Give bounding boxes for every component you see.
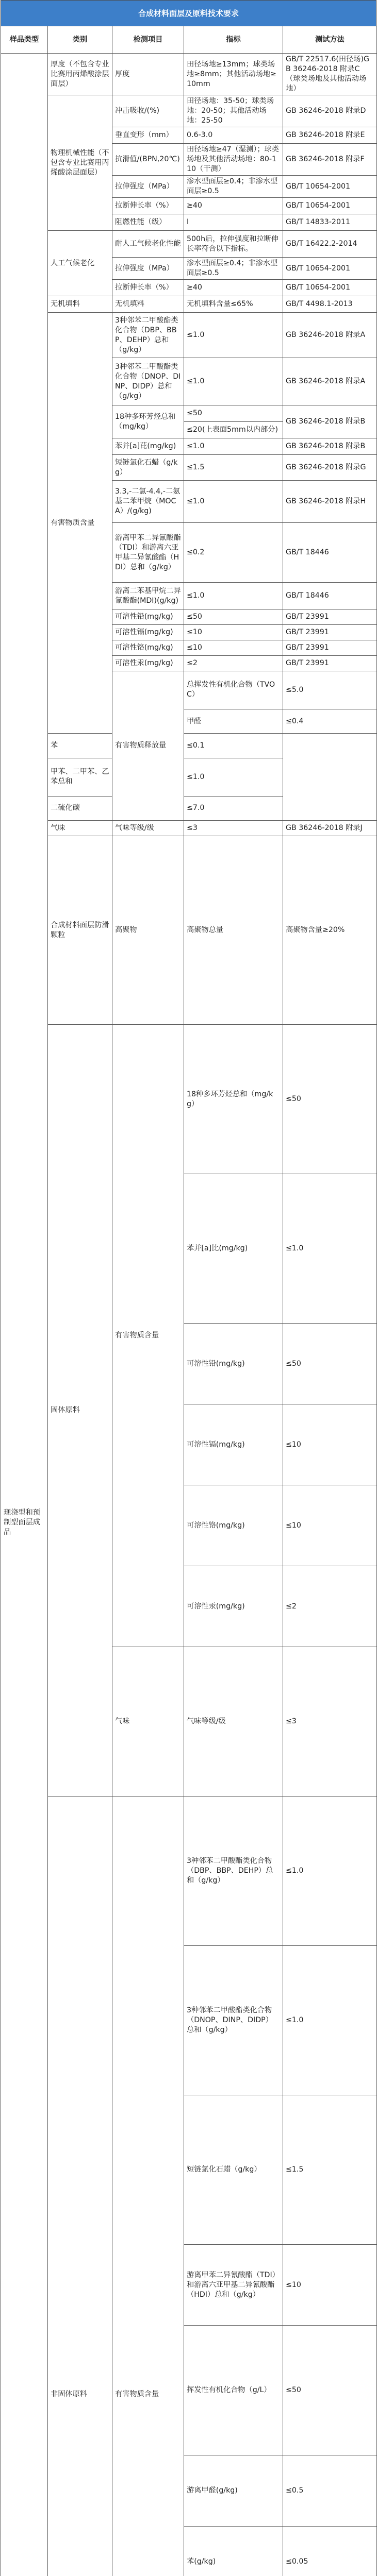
table-cell: 田径场地≥13mm；球类场地≥8mm；其他活动场地≥10mm	[184, 54, 283, 95]
table-cell: GB/T 23991	[283, 625, 377, 640]
table-cell: 有害物质含量	[112, 1025, 184, 1647]
table-cell: 阻燃性能（级）	[112, 214, 184, 231]
table-cell: ≤1.0	[184, 438, 283, 455]
header-indicator: 指标	[184, 26, 283, 54]
table-cell: 垂直变形（mm）	[112, 127, 184, 144]
table-cell: ≥40	[184, 280, 283, 296]
table-cell: 可溶性汞(mg/kg)	[112, 656, 184, 671]
table-cell: 田径场地≥47（湿测）；球类场地及其他活动场地：80-110（干测）	[184, 144, 283, 176]
table-cell: ≤10	[184, 625, 283, 640]
table-cell: 拉伸强度（MPa）	[112, 176, 184, 198]
table-cell: 冲击吸收/(%)	[112, 95, 184, 127]
table-cell: ≤1.0	[283, 1174, 377, 1324]
table-cell: 3种邻苯二甲酸酯类化合物（DBP、BBP、DEHP）总和（g/kg）	[112, 313, 184, 358]
table-cell: GB/T 22517.6(田径场)GB 36246-2018 附录C（球类场地及其他活动场地）	[283, 54, 377, 95]
table-cell: ≤10	[283, 1404, 377, 1485]
table-cell: 可溶性铬(mg/kg)	[112, 640, 184, 656]
table-cell: 甲苯、二甲苯、乙苯总和	[48, 758, 112, 796]
table-cell: GB 36246-2018 附录E	[283, 127, 377, 144]
table-cell: ≤7.0	[184, 796, 283, 820]
table-cell: 短链氯化石蜡（g/kg）	[184, 2095, 283, 2245]
table-cell: 气味等级/级	[112, 821, 184, 836]
table-title: 合成材料面层及原料技术要求	[1, 0, 376, 26]
table-cell: 无机填料	[112, 296, 184, 313]
table-cell: GB/T 18446	[283, 583, 377, 609]
table-cell: GB 36246-2018 附录D	[283, 95, 377, 127]
header-sample-type: 样品类型	[1, 26, 48, 54]
table-cell: 可溶性镉(mg/kg)	[112, 625, 184, 640]
table-cell: ≤1.0	[184, 313, 283, 358]
table-cell: 游离甲苯二异氰酸酯（TDI）和游离六亚甲基二异氰酸酯（HDI）总和（g/kg）	[112, 523, 184, 583]
table-cell: ≤0.4	[283, 709, 377, 733]
table-cell: ≤1.0	[184, 358, 283, 405]
table-cell: GB/T 10654-2001	[283, 258, 377, 280]
table-cell: GB/T 14833-2011	[283, 214, 377, 231]
table-cell: 二硫化碳	[48, 796, 112, 820]
table-cell: 游离甲醛(g/kg)	[184, 2455, 283, 2527]
table-cell: 渗水型面层≥0.4；非渗水型面层≥0.5	[184, 258, 283, 280]
table-cell: 甲醛	[184, 709, 283, 733]
table-row	[1, 231, 377, 258]
spec-document	[1, 0, 376, 2576]
header-test-method: 测试方法	[283, 26, 377, 54]
table-cell: ≤1.5	[283, 2095, 377, 2245]
table-cell: ≤5.0	[283, 671, 377, 709]
table-cell: GB 36246-2018 附录F	[283, 144, 377, 176]
table-cell: 拉伸强度（MPa）	[112, 258, 184, 280]
table-cell: 可溶性镉(mg/kg)	[184, 1404, 283, 1485]
table-cell: 有害物质含量	[48, 313, 112, 734]
table-cell: ≤10	[184, 640, 283, 656]
table-cell: GB 36246-2018 附录G	[283, 455, 377, 481]
table-row	[1, 1025, 377, 1174]
table-cell: 物理机械性能（不包含专业比赛用丙烯酸涂层面层）	[48, 95, 112, 231]
table-cell: 无机填料	[48, 296, 112, 313]
table-cell: GB/T 10654-2001	[283, 176, 377, 198]
table-cell: ≤20(上表面5mm以内部分)	[184, 422, 283, 438]
table-cell: ≤50	[283, 2326, 377, 2455]
table-cell: 拉断伸长率（%）	[112, 280, 184, 296]
table-cell: GB 36246-2018 附录A	[283, 358, 377, 405]
table-row	[1, 836, 377, 1025]
header-category: 类别	[48, 26, 112, 54]
table-cell: ≥40	[184, 198, 283, 214]
table-cell: 有害物质含量	[112, 1797, 184, 2576]
table-cell: ≤1.5	[184, 455, 283, 481]
table-cell: ≤2	[283, 1566, 377, 1647]
table-row	[1, 95, 377, 127]
table-row	[1, 313, 377, 358]
table-cell: GB/T 10654-2001	[283, 280, 377, 296]
table-cell: 渗水型面层≥0.4；非渗水型面层≥0.5	[184, 176, 283, 198]
table-cell: 可溶性汞(mg/kg)	[184, 1566, 283, 1647]
table-cell: GB/T 10654-2001	[283, 198, 377, 214]
table-cell: 有害物质释放量	[112, 671, 184, 821]
table-cell: ≤2	[184, 656, 283, 671]
table-cell: ≤0.5	[283, 2455, 377, 2527]
table-cell: ≤50	[184, 405, 283, 422]
table-cell: 500h后，拉伸强度和拉断伸长率符合以下指标。	[184, 231, 283, 258]
table-row	[1, 758, 377, 796]
table-cell: 合成材料面层防滑颗粒	[48, 836, 112, 1025]
table-cell: ≤10	[283, 2245, 377, 2326]
table-row	[1, 734, 377, 758]
table-cell: 耐人工气候老化性能	[112, 231, 184, 258]
table-cell: GB 36246-2018 附录B	[283, 438, 377, 455]
table-cell: 3种邻苯二甲酸酯类化合物（DNOP、DINP、DIDP）总和（g/kg）	[112, 358, 184, 405]
table-row	[1, 1797, 377, 1946]
table-cell: ≤50	[283, 1025, 377, 1174]
table-cell: 可溶性铅(mg/kg)	[112, 609, 184, 625]
table-cell: ≤0.05	[283, 2527, 377, 2576]
table-cell: 固体原料	[48, 1025, 112, 1797]
table-cell: ≤50	[184, 609, 283, 625]
table-cell: GB 36246-2018 附录H	[283, 481, 377, 523]
table-cell: GB/T 4498.1-2013	[283, 296, 377, 313]
table-cell: 苯	[48, 734, 112, 758]
table-row	[1, 821, 377, 836]
table-cell: ≤1.0	[283, 1797, 377, 1946]
table-cell: 可溶性铬(mg/kg)	[184, 1485, 283, 1566]
table-cell: ≤3	[283, 1647, 377, 1797]
table-cell: 厚度	[112, 54, 184, 95]
table-row	[1, 54, 377, 95]
table-cell: GB/T 18446	[283, 523, 377, 583]
table-cell: GB/T 16422.2-2014	[283, 231, 377, 258]
table-cell: GB 36246-2018 附录B	[283, 405, 377, 438]
table-cell: 3种邻苯二甲酸酯类化合物（DBP、BBP、DEHP）总和（g/kg）	[184, 1797, 283, 1946]
header-test-item: 检测项目	[112, 26, 184, 54]
table-cell: I	[184, 214, 283, 231]
table-cell: 抗滑值/(BPN,20℃)	[112, 144, 184, 176]
table-cell: 0.6-3.0	[184, 127, 283, 144]
table-cell: ≤1.0	[184, 758, 283, 796]
table-cell: 短链氯化石蜡（g/kg）	[112, 455, 184, 481]
table-cell: GB/T 23991	[283, 656, 377, 671]
table-header-row	[1, 26, 377, 54]
table-cell: 苯并[a]芘(mg/kg)	[112, 438, 184, 455]
table-cell: ≤1.0	[283, 1946, 377, 2095]
table-row	[1, 296, 377, 313]
table-cell: ≤0.1	[184, 734, 283, 758]
table-cell: 总挥发性有机化合物（TVOC）	[184, 671, 283, 709]
table-cell: 挥发性有机化合物（g/L）	[184, 2326, 283, 2455]
table-cell: 3.3,-二氯-4.4,-二氨基二苯甲烷（MOCA）/(g/kg)	[112, 481, 184, 523]
table-body	[1, 54, 377, 2576]
table-cell: ≤3	[184, 821, 283, 836]
table-cell: ≤0.2	[184, 523, 283, 583]
table-cell: GB 36246-2018 附录A	[283, 313, 377, 358]
table-cell: 游离甲苯二异氰酸酯（TDI）和游离六亚甲基二异氰酸酯（HDI）总和（g/kg）	[184, 2245, 283, 2326]
table-cell: GB 36246-2018 附录J	[283, 821, 377, 836]
table-cell: 可溶性铅(mg/kg)	[184, 1324, 283, 1404]
table-cell: 气味等级/级	[184, 1647, 283, 1797]
table-cell: ≤1.0	[184, 583, 283, 609]
table-cell: 苯(g/kg)	[184, 2527, 283, 2576]
table-cell: 人工气候老化	[48, 231, 112, 296]
table-row	[1, 796, 377, 820]
table-cell: GB/T 23991	[283, 640, 377, 656]
table-cell: 拉断伸长率（%）	[112, 198, 184, 214]
table-cell: 气味	[48, 821, 112, 836]
table-cell: GB/T 23991	[283, 609, 377, 625]
table-cell: 18种多环芳烃总和（mg/kg）	[184, 1025, 283, 1174]
table-cell: 苯并[a]比(mg/kg)	[184, 1174, 283, 1324]
table-cell: 3种邻苯二甲酸酯类化合物（DNOP、DINP、DIDP）总和（g/kg）	[184, 1946, 283, 2095]
table-cell: 非固体原料	[48, 1797, 112, 2576]
table-cell: 游离二苯基甲烷二异氰酸酯(MDI)(g/kg)	[112, 583, 184, 609]
spec-table	[1, 26, 377, 2576]
table-cell: 18种多环芳烃总和（mg/kg）	[112, 405, 184, 438]
table-cell: 气味	[112, 1647, 184, 1797]
table-cell: 厚度（不包含专业比赛用丙烯酸涂层面层）	[48, 54, 112, 95]
table-cell: 高聚物总量	[184, 836, 283, 1025]
table-cell: ≤10	[283, 1485, 377, 1566]
table-cell: 现浇型和预制型面层成品	[1, 54, 48, 2576]
table-cell: 高聚物含量≥20%	[283, 836, 377, 1025]
table-cell: 高聚物	[112, 836, 184, 1025]
table-cell: 无机填料含量≤65%	[184, 296, 283, 313]
table-cell: ≤50	[283, 1324, 377, 1404]
table-cell: 田径场地：35-50；球类场地：20-50；其他活动场地：25-50	[184, 95, 283, 127]
table-cell: ≤1.0	[184, 481, 283, 523]
